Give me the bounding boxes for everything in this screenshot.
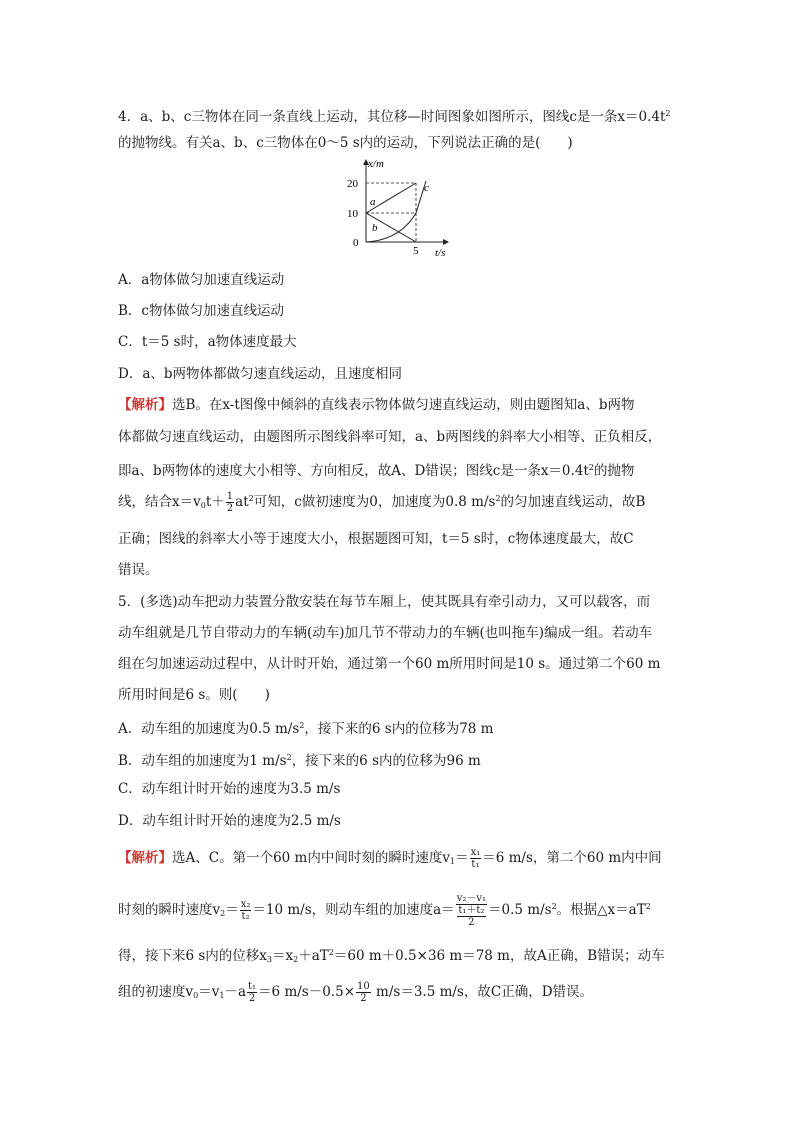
q4-analysis-line1: 【解析】选B。在x-t图像中倾斜的直线表示物体做匀速直线运动，则由题图知a、b两物 [118,397,635,413]
x-axis-label: x/m [368,158,384,170]
analysis-tag: 【解析】 [118,397,172,413]
q5-stem-line2: 动车组就是几节自带动力的车辆(动车)加几节不带动力的车辆(也叫拖车)编成一组。若动车 [118,625,653,641]
x-tick-5: 5 [413,245,419,257]
q5-stem-line1: 5．(多选)动车把动力装置分散安装在每节车厢上，使其既具有牵引动力，又可以载客，而 [118,594,651,610]
q5-analysis-line1: 【解析】选A、C。第一个60 m内中间时刻的瞬时速度$v_1=$ $\frac{\text{x₁}}{\text{t₁}}$ ＝6 m/s，第二个60 m内中间 [118,847,662,870]
q5-analysis-line2: 时刻的瞬时速度$v_2=$ $\frac{\text{x₂}}{\text{t₂}}$ ＝10 m/s，则动车组的加速度a＝ v₂－v₁ t₁＋t₂ 2 ＝0.5 $m/s^2$。根据$\triangle x=aT^2$ [118,893,651,928]
xt-graph [338,157,456,257]
y-tick-20: 20 [347,178,358,190]
q4-analysis-line3: 即a、b两物体的速度大小相等、方向相反，故A、D错误；图线c是一条$x=0.4t^2$的抛物 [118,463,635,479]
q4-stem-line2: 的抛物线。有关a、b、c三物体在0～5 s内的运动，下列说法正确的是( ) [118,135,573,151]
q5-option-a: A．动车组的加速度为0.5 $m/s^2$，接下来的6 s内的位移为78 m [118,721,494,737]
q4-option-c: C．t＝5 s时，a物体速度最大 [118,334,297,350]
q5-stem-line4: 所用时间是6 s。则( ) [118,687,270,703]
label-b: b [372,222,378,234]
q5-analysis-line4: 组的初速度$v_0=v_1-a$ $\frac{\text{t₁}}{2}$ ＝6 m/s－0.5× $\frac{10}{2}$ m/s＝3.5 m/s，故C正确，D错误。 [118,981,594,1004]
q4-analysis-line5: 正确；图线的斜率大小等于速度大小，根据题图可知，t＝5 s时，c物体速度最大，故C [118,531,634,547]
acceleration-fraction: v₂－v₁ t₁＋t₂ 2 [456,893,487,928]
q4-option-a: A．a物体做匀加速直线运动 [118,272,285,288]
q4-analysis-line2: 体都做匀速直线运动，由题图所示图线斜率可知，a、b两图线的斜率大小相等、正负相反， [118,429,662,445]
t-axis-arrow [443,239,449,245]
label-a: a [370,196,376,208]
y-tick-0: 0 [353,237,359,249]
fraction-half: $\frac{1}{2}$ [226,491,234,514]
q5-option-d: D．动车组计时开始的速度为2.5 m/s [118,813,341,829]
analysis-tag: 【解析】 [118,850,172,866]
label-c: c [424,182,429,194]
q4-option-b: B．c物体做匀加速直线运动 [118,303,284,319]
t-axis-label: t/s [435,247,446,257]
q4-stem-line1: 4．a、b、c三物体在同一条直线上运动，其位移—时间图象如图所示，图线c是一条$x=0.4t^2$ [118,109,671,125]
y-tick-10: 10 [347,208,358,220]
q5-stem-line3: 组在匀加速运动过程中，从计时开始，通过第一个60 m所用时间是10 s。通过第二个60 m [118,656,661,672]
q5-option-b: B．动车组的加速度为1 $m/s^2$，接下来的6 s内的位移为96 m [118,753,481,769]
q4-analysis-line4: 线，结合$x=v_0t+$ $\frac{1}{2}$ $at^2$可知，c做初速度为0，加速度为0.8 $m/s^2$的匀加速直线运动，故B [118,491,646,514]
q5-analysis-line3: 得，接下来6 s内的位移$x_3=x_2+aT^2=60$ m＋0.5×36 m＝78 m，故A正确，B错误；动车 [118,948,665,964]
q4-analysis-line6: 错误。 [118,562,159,578]
q4-option-d: D．a、b两物体都做匀速直线运动，且速度相同 [118,366,403,382]
q5-option-c: C．动车组计时开始的速度为3.5 m/s [118,781,341,797]
